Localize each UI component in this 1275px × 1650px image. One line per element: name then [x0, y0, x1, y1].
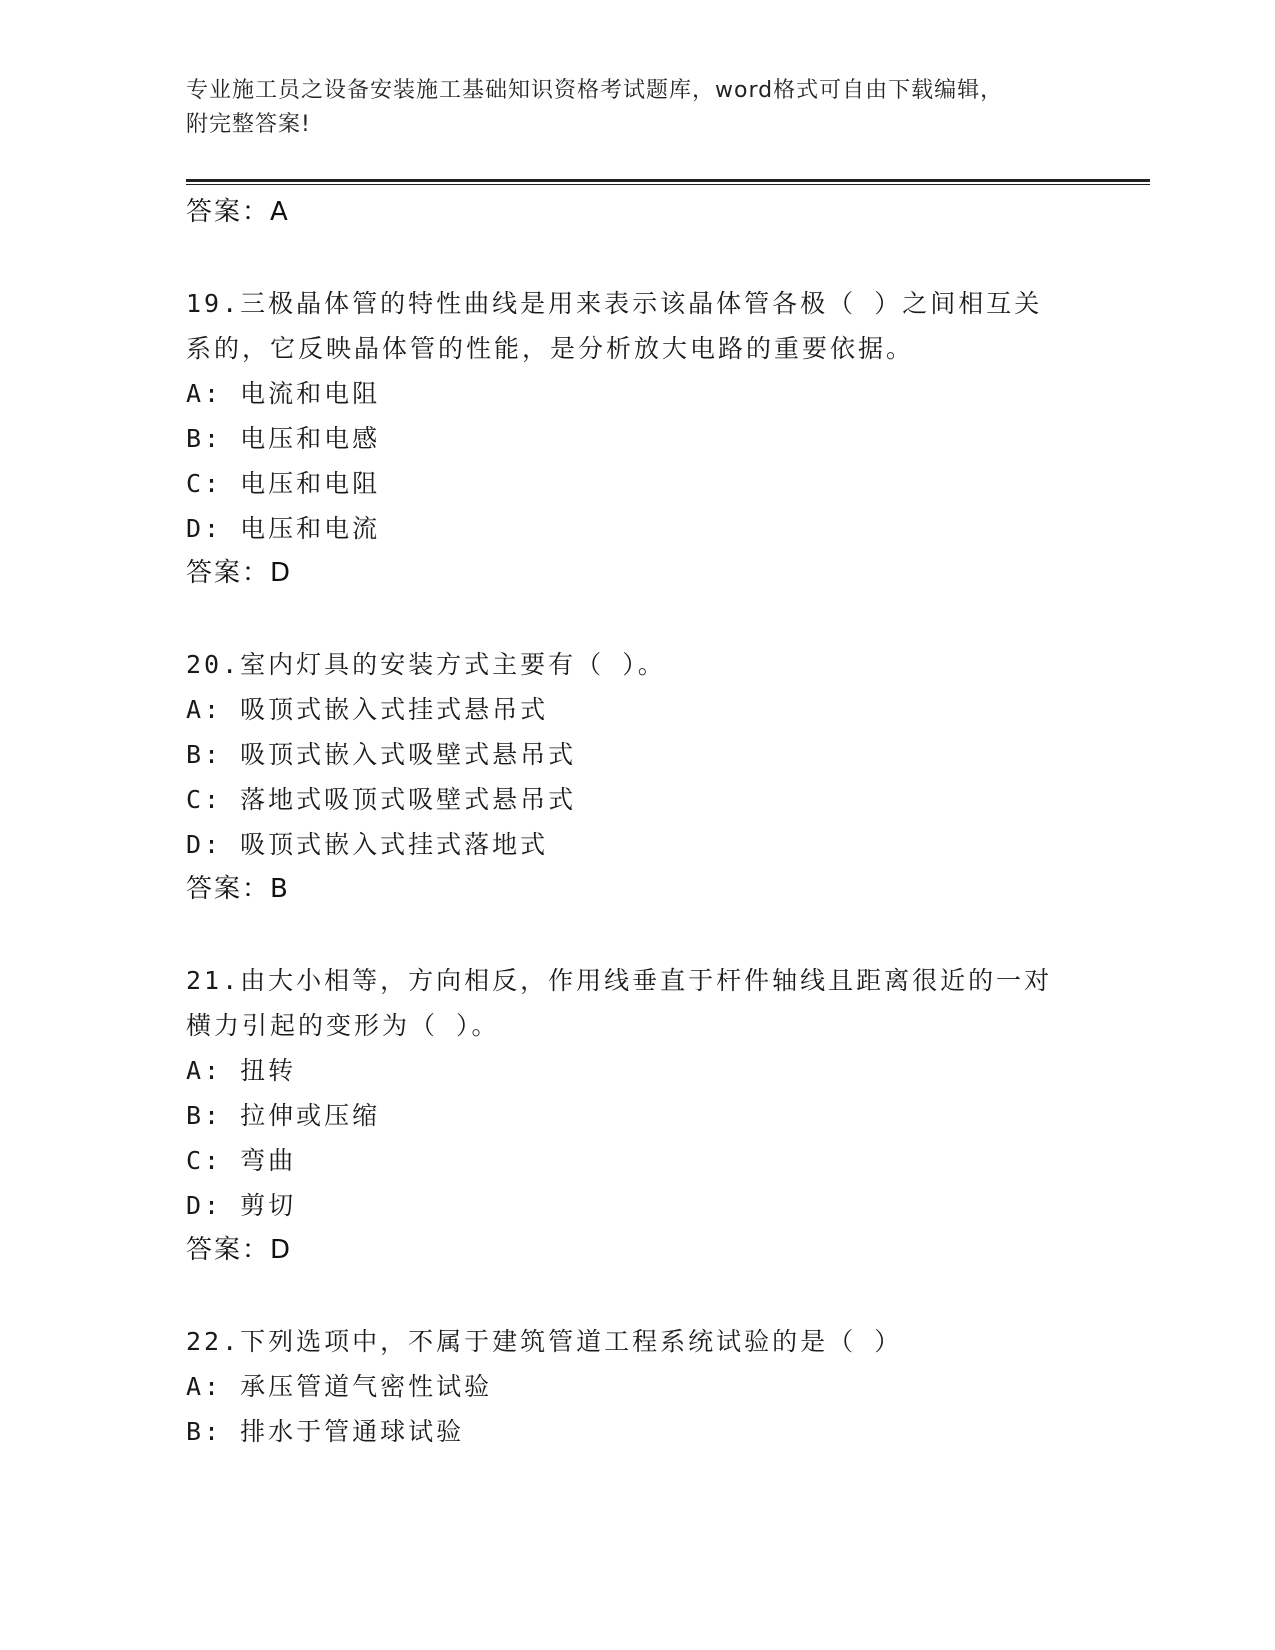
header-divider-thin [186, 184, 1150, 185]
answer-text: 答案：D [186, 1235, 293, 1265]
header-line-2: 附完整答案! [186, 112, 311, 137]
option-b: B: 电压和电感 [186, 424, 381, 453]
question-block-20 [186, 642, 1106, 912]
answer-text: 答案：D [186, 558, 293, 588]
spacer [186, 1273, 1106, 1319]
spacer [186, 235, 1106, 281]
option-c: C: 电压和电阻 [186, 469, 381, 498]
question-list [186, 190, 1106, 1454]
option-b: B: 吸顶式嵌入式吸壁式悬吊式 [186, 740, 577, 769]
question-text: 22.下列选项中，不属于建筑管道工程系统试验的是（ ） [186, 1327, 903, 1356]
option-b: B: 拉伸或压缩 [186, 1101, 381, 1130]
option-a: A: 电流和电阻 [186, 379, 381, 408]
option-a: A: 吸顶式嵌入式挂式悬吊式 [186, 695, 549, 724]
question-text: 21.由大小相等，方向相反，作用线垂直于杆件轴线且距离很近的一对 [186, 966, 1053, 995]
option-d: D: 电压和电流 [186, 514, 381, 543]
header-divider-thick [186, 179, 1150, 182]
answer-text: 答案：B [186, 874, 290, 904]
spacer [186, 912, 1106, 958]
option-a: A: 承压管道气密性试验 [186, 1372, 493, 1401]
answer-block-18 [186, 190, 1106, 235]
answer-text: 答案：A [186, 197, 290, 227]
option-c: C: 落地式吸顶式吸壁式悬吊式 [186, 785, 577, 814]
question-text: 19.三极晶体管的特性曲线是用来表示该晶体管各极（ ）之间相互关 [186, 289, 1043, 318]
option-c: C: 弯曲 [186, 1146, 297, 1175]
document-header [186, 74, 1086, 142]
question-text: 横力引起的变形为（ ）。 [186, 1011, 500, 1040]
option-b: B: 排水于管通球试验 [186, 1417, 465, 1446]
option-d: D: 剪切 [186, 1191, 297, 1220]
question-text: 系的，它反映晶体管的性能，是分析放大电路的重要依据。 [186, 334, 915, 363]
question-block-22 [186, 1319, 1106, 1454]
question-text: 20.室内灯具的安装方式主要有（ ）。 [186, 650, 666, 679]
option-a: A: 扭转 [186, 1056, 297, 1085]
question-block-21 [186, 958, 1106, 1273]
question-block-19 [186, 281, 1106, 596]
header-line-1: 专业施工员之设备安装施工基础知识资格考试题库，word格式可自由下载编辑， [186, 78, 1004, 103]
spacer [186, 596, 1106, 642]
option-d: D: 吸顶式嵌入式挂式落地式 [186, 830, 549, 859]
